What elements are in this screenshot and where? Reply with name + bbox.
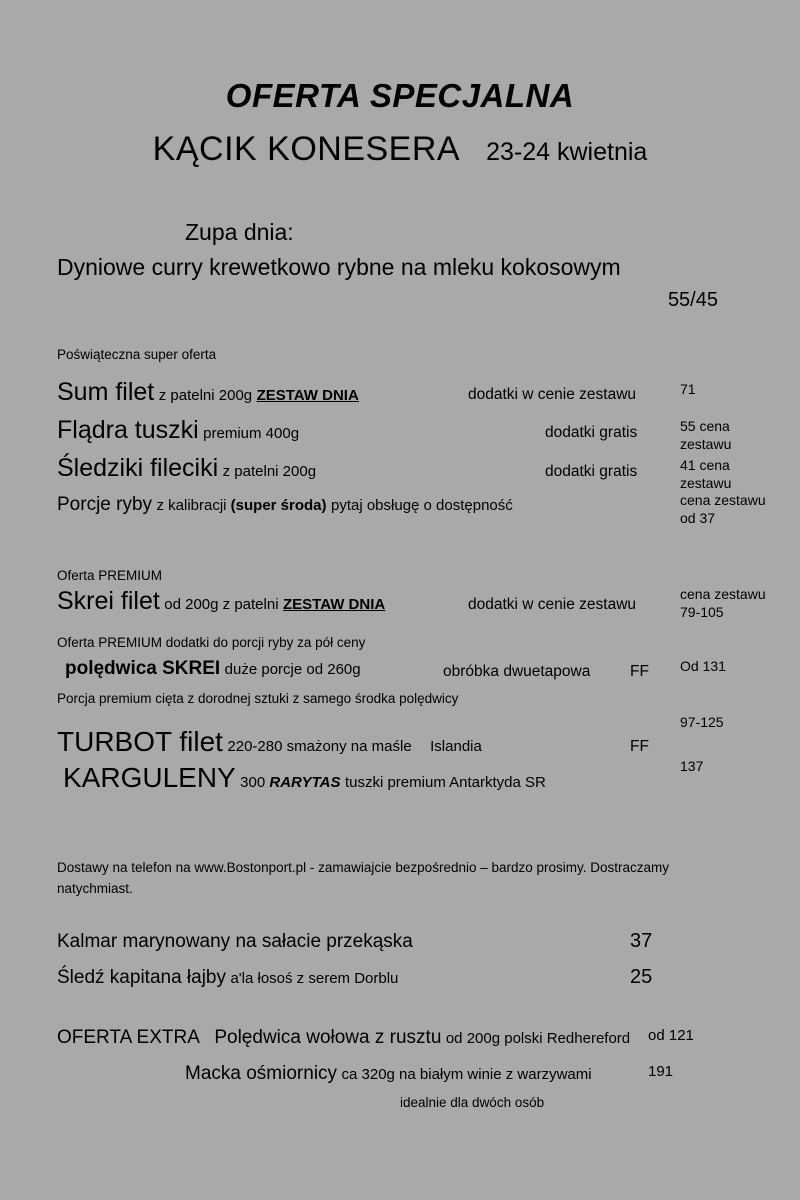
item-name: Porcje ryby <box>57 494 153 516</box>
item-name: polędwica SKREI <box>65 658 221 680</box>
item-extras: dodatki w cenie zestawu <box>468 386 637 404</box>
section-note-premium: Oferta PREMIUM <box>57 568 163 584</box>
menu-item-porcje-ryby <box>0 494 800 524</box>
menu-item-karguleny <box>0 758 800 794</box>
item-name: Polędwica wołowa z rusztu <box>214 1026 442 1048</box>
extra-label: OFERTA EXTRA <box>57 1026 200 1048</box>
item-desc: od 200g z patelni <box>164 596 279 614</box>
delivery-note: Dostawy na telefon na www.Bostonport.pl - zamawiajcie bezpośrednio – bardzo prosimy. Dostraczamy natychmiast. <box>57 860 670 896</box>
macka-note: idealnie dla dwóch osób <box>400 1094 545 1110</box>
menu-item-fladra-tuszki <box>0 416 800 452</box>
item-extras: dodatki gratis <box>545 424 638 442</box>
menu-item-poledwica-skrei <box>0 658 800 688</box>
item-origin: Islandia <box>430 738 482 756</box>
item-price: 41 cena zestawu <box>680 457 732 491</box>
lower-items-section <box>0 931 800 1110</box>
item-price: 137 <box>680 758 704 775</box>
item-desc-c: pytaj obsługę o dostępność <box>330 497 513 515</box>
item-name: Sum filet <box>57 378 155 407</box>
item-price: 97-125 <box>680 714 724 731</box>
menu-item-sledz-kapitana <box>0 967 800 997</box>
item-extras: obróbka dwuetapowa <box>443 663 591 681</box>
item-extras: dodatki w cenie zestawu <box>468 596 637 614</box>
item-price: od 121 <box>648 1026 694 1044</box>
menu-item-skrei-filet <box>0 586 800 620</box>
menu-item-turbot-filet <box>0 714 800 758</box>
item-desc-highlight: (super środa) <box>230 497 327 515</box>
item-desc: duże porcje od 260g <box>224 661 361 679</box>
section-note-poswiateczna: Poświąteczna super oferta <box>57 347 217 363</box>
item-price: cena zestawu 79-105 <box>680 586 766 620</box>
item-name: Śledź kapitana łajby <box>57 966 226 988</box>
item-desc: ca 320g na białym winie z warzywami <box>341 1065 592 1083</box>
item-name: Macka ośmiornicy <box>185 1062 338 1084</box>
item-code: FF <box>630 663 649 681</box>
item-name: Kalmar marynowany na sałacie przekąska <box>57 930 413 952</box>
menu-item-sum-filet <box>0 378 800 408</box>
section-note-premium-dodatki: Oferta PREMIUM dodatki do porcji ryby za pół ceny <box>57 635 366 651</box>
item-name: TURBOT filet <box>57 726 223 758</box>
item-name: Skrei filet <box>57 587 160 616</box>
item-price: 25 <box>630 965 653 988</box>
item-price: Od 131 <box>680 658 726 675</box>
soup-label: Zupa dnia: <box>185 219 294 246</box>
item-tag: ZESTAW DNIA <box>282 596 386 614</box>
item-desc: tuszki premium Antarktyda SR <box>344 774 546 792</box>
item-desc: z patelni 200g <box>158 387 253 405</box>
item-price: 37 <box>630 929 653 952</box>
item-name: Śledziki fileciki <box>57 454 219 483</box>
item-name: Flądra tuszki <box>57 416 199 445</box>
menu-item-poledwica-wolowa <box>0 1027 800 1057</box>
item-desc: a'la łosoś z serem Dorblu <box>230 969 399 987</box>
menu-item-macka-osmiornicy <box>0 1063 800 1093</box>
item-extras: dodatki gratis <box>545 463 638 481</box>
soup-description: Dyniowe curry krewetkowo rybne na mleku kokosowym <box>57 254 621 281</box>
item-tag: RARYTAS <box>269 774 341 792</box>
item-code: FF <box>630 738 649 756</box>
item-desc: od 200g polski Redhereford <box>445 1029 631 1047</box>
note-text: Porcja premium cięta z dorodnej sztuki z samego środka polędwicy <box>57 691 459 707</box>
item-price: 71 <box>680 381 696 398</box>
soup-price: 55/45 <box>667 289 718 312</box>
item-desc: premium 400g <box>203 425 300 443</box>
item-price: 55 cena zestawu <box>680 418 732 452</box>
menu-item-sledziki-fileciki <box>0 454 800 491</box>
item-price: 191 <box>648 1062 674 1080</box>
title-row <box>0 130 800 169</box>
item-tag: ZESTAW DNIA <box>256 387 359 405</box>
subtitle-kacik-konesera: KĄCIK KONESERA <box>152 130 461 169</box>
menu-item-kalmar <box>0 931 800 961</box>
item-desc: 220-280 smażony na maśle <box>227 738 412 756</box>
page-title: OFERTA SPECJALNA <box>225 77 575 114</box>
soup-of-the-day-block <box>0 219 800 312</box>
item-desc-a: z kalibracji <box>156 497 231 515</box>
item-weight: 300 <box>240 774 270 792</box>
item-name: KARGULENY <box>63 762 236 794</box>
offer-dates: 23-24 kwietnia <box>486 138 648 167</box>
item-price: cena zestawu od 37 <box>680 492 766 526</box>
item-desc: z patelni 200g <box>222 463 317 481</box>
